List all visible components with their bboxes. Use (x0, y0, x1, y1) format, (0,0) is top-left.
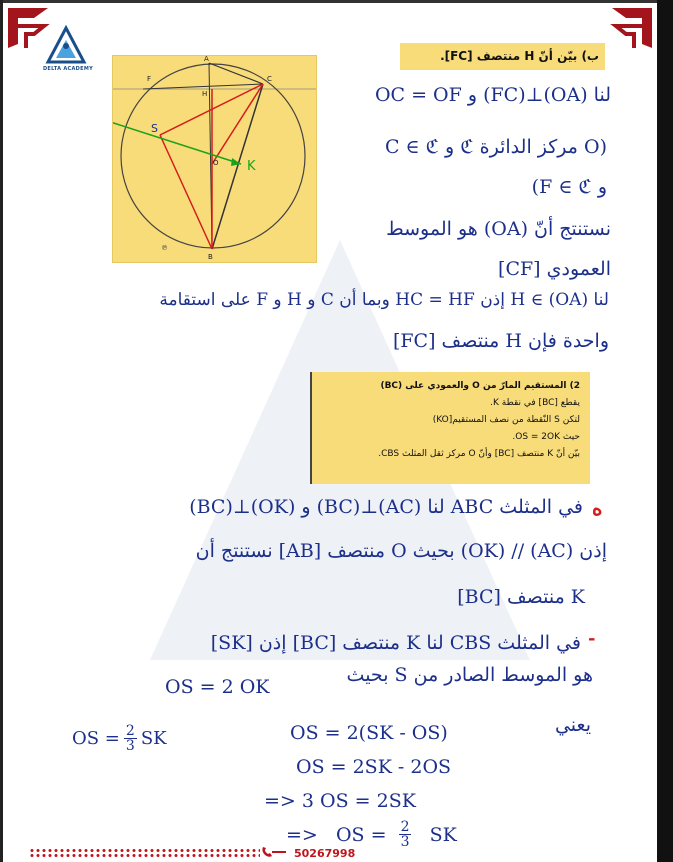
top-border (0, 0, 673, 3)
equation-left-den: 3 (125, 738, 135, 754)
solution-3-marker: - (588, 628, 596, 649)
figure-segment-fc (143, 84, 263, 89)
step-4-den: 3 (400, 834, 410, 850)
corner-ornament-right-icon (600, 4, 656, 48)
exercise-2-line-5: بيّن أنّ K منتصف [BC] وأنّ O مركز ثقل المثلث CBS. (378, 449, 580, 459)
label-h: H (202, 90, 208, 98)
exercise-2-statement (310, 372, 590, 484)
phone-number: 50267998 (294, 847, 356, 860)
solution-b-line-4: نستنتج أنّ (OA) هو الموسط (386, 218, 611, 240)
label-b: B (208, 253, 213, 261)
exercise-2-line-4: حيث OS = 2OK. (512, 432, 580, 442)
solution-2-marker: ه (592, 496, 603, 520)
equation-left-a: OS = (72, 728, 120, 749)
solution-b-line-7: واحدة فإن H منتصف [FC] (392, 330, 609, 352)
phone-icon (260, 845, 286, 859)
logo-text: DELTA ACADEMY (42, 66, 94, 72)
solution-b-line-2: (O مركز الدائرة ℭ و C ∈ ℭ (384, 136, 607, 158)
label-a: A (204, 56, 209, 63)
solution-2-line-3: K منتصف [BC] (457, 586, 585, 608)
label-k: K (247, 159, 256, 174)
equation-left-num: 2 (125, 723, 135, 739)
solution-b-line-5: العمودي [CF] (498, 258, 611, 280)
equation-left-fraction (124, 724, 137, 753)
equation-left-b: SK (140, 728, 167, 749)
label-c: C (267, 75, 272, 83)
step-3: => 3 OS = 2SK (264, 790, 416, 812)
label-s: S (151, 122, 158, 135)
exercise-2-line-3: لتكن S النّقطة من نصف المستقيم[KO) (432, 415, 580, 425)
step-4-tail: SK (417, 823, 457, 846)
figure-circle (121, 64, 305, 248)
right-border (657, 0, 673, 862)
exercise-2-line-1: 2) المستقيم المارّ من O والعمودي على (BC) (380, 381, 580, 391)
footer-dots-decoration (30, 848, 260, 858)
step-4-fraction (399, 820, 412, 849)
step-2: OS = 2SK - 2OS (296, 756, 452, 778)
step-4-num: 2 (400, 819, 410, 835)
label-f: F (147, 75, 152, 83)
geometry-figure (112, 55, 317, 263)
solution-2-line-2: إذن (AC) // (OK) بحيث O منتصف [AB] نستنتج أن (195, 540, 607, 562)
solution-2-line-1: في المثلث ABC لنا (AC)⊥(BC) و (OK)⊥(BC) (189, 496, 583, 518)
solution-3-line-3: OS = 2 OK (165, 676, 270, 698)
label-o: O (213, 159, 219, 167)
solution-b-line-6: لنا H ∈ (OA) إذن HC = HF وبما أن C و H و F على استقامة (159, 290, 609, 310)
part-b-question: ب) بيّن أنّ H منتصف [FC]. (400, 43, 605, 70)
label-e: ℗ (161, 244, 168, 252)
figure-green-line (113, 108, 241, 164)
solution-b-line-1: لنا (OA)⊥(FC) و OC = OF (374, 84, 611, 106)
left-border (0, 0, 3, 862)
equation-left (72, 724, 167, 753)
solution-b-line-3: و F ∈ ℭ) (531, 176, 607, 198)
step-1: OS = 2(SK - OS) (290, 722, 448, 744)
solution-3-line-4: يعني (554, 714, 591, 736)
step-4-lhs: => OS = (286, 823, 393, 846)
exercise-2-line-2: يقطع [BC] في نقطة K. (490, 398, 580, 408)
solution-3-line-2: هو الموسط الصادر من S بحيث (346, 664, 593, 686)
step-4 (286, 820, 457, 849)
solution-3-line-1: في المثلث CBS لنا K منتصف [BC] إذن [SK] (210, 632, 581, 654)
